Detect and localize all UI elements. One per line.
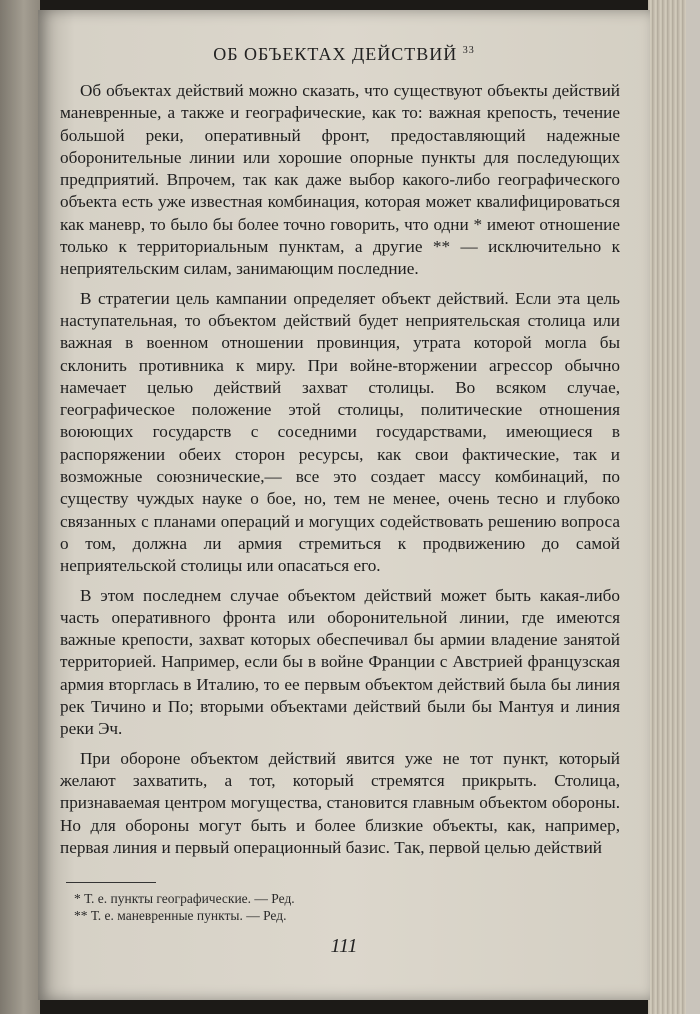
paragraph: В стратегии цель кампании определяет объект действий. Если эта цель наступательная, то объектом действий будет неприятельская столица или важная в военном отношении провинция, утрата которой могла бы склонить противника к миру. При войне-вторжении агрессор обычно намечает целью действий захват столицы. Во всяком случае, географическое положение этой столицы, политические отношения воюющих государств с соседними государствами, имеющиеся в распоряжении обеих сторон ресурсы, как свои фактические, так и возможные союзнические,— все это создает массу комбинаций, по существу чуждых науке о бое, но, тем не менее, очень тесно и глубоко связанных с планами операций и могущих содействовать решению вопроса о том, должна ли армия стремиться к продвижению до самой неприятельской столицы или опасаться его. <box>60 288 620 576</box>
previous-page-edge <box>0 0 40 1014</box>
book-page <box>38 10 650 1000</box>
paragraph: Об объектах действий можно сказать, что существуют объекты действий маневренные, а также и географические, как то: важная крепость, течение большой реки, оперативный фронт, предоставляющий надежные оборонительные линии или хорошие опорные пункты для последующих предприятий. Впрочем, так как даже выбор какого-либо географического объекта есть уже известная комбинация, которая может квалифицироваться как маневр, то было бы более точно говорить, что одни * имеют отношение только к территориальным пунктам, а другие ** — исключительно к неприятельским силам, занимающим последние. <box>60 81 620 279</box>
footnote: ** Т. е. маневренные пункты. — Ред. <box>74 908 287 923</box>
footnote-divider <box>66 882 156 883</box>
book-cover-edge <box>686 0 700 1014</box>
footnotes <box>66 890 606 924</box>
paragraph: В этом последнем случае объектом действий может быть какая-либо часть оперативного фронта или оборонительной линии, где имеются важные крепости, захват которых обеспечивал бы армии владение занятой территорией. Например, если бы в войне Франции с Австрией французская армия вторглась в Италию, то ее первым объектом действий была бы линия рек Тичино и По; вторыми объектами действий были бы Мантуя и линия реки Эч. <box>60 585 620 739</box>
header-note-ref: 33 <box>462 45 475 56</box>
paragraph: При обороне объектом действий явится уже не тот пункт, который желают захватить, а тот, который стремятся прикрыть. Столица, признаваемая центром могущества, становится главным объектом обороны. Но для обороны могут быть и более близкие объекты, как, например, первая линия и первый операционный базис. Так, первой целью действий <box>60 748 620 857</box>
footnote: * Т. е. пункты географические. — Ред. <box>74 891 295 906</box>
page-number: 111 <box>330 935 358 957</box>
running-header <box>38 44 650 65</box>
body-text <box>60 80 620 866</box>
header-title: ОБ ОБЪЕКТАХ ДЕЙСТВИЙ <box>213 44 458 64</box>
